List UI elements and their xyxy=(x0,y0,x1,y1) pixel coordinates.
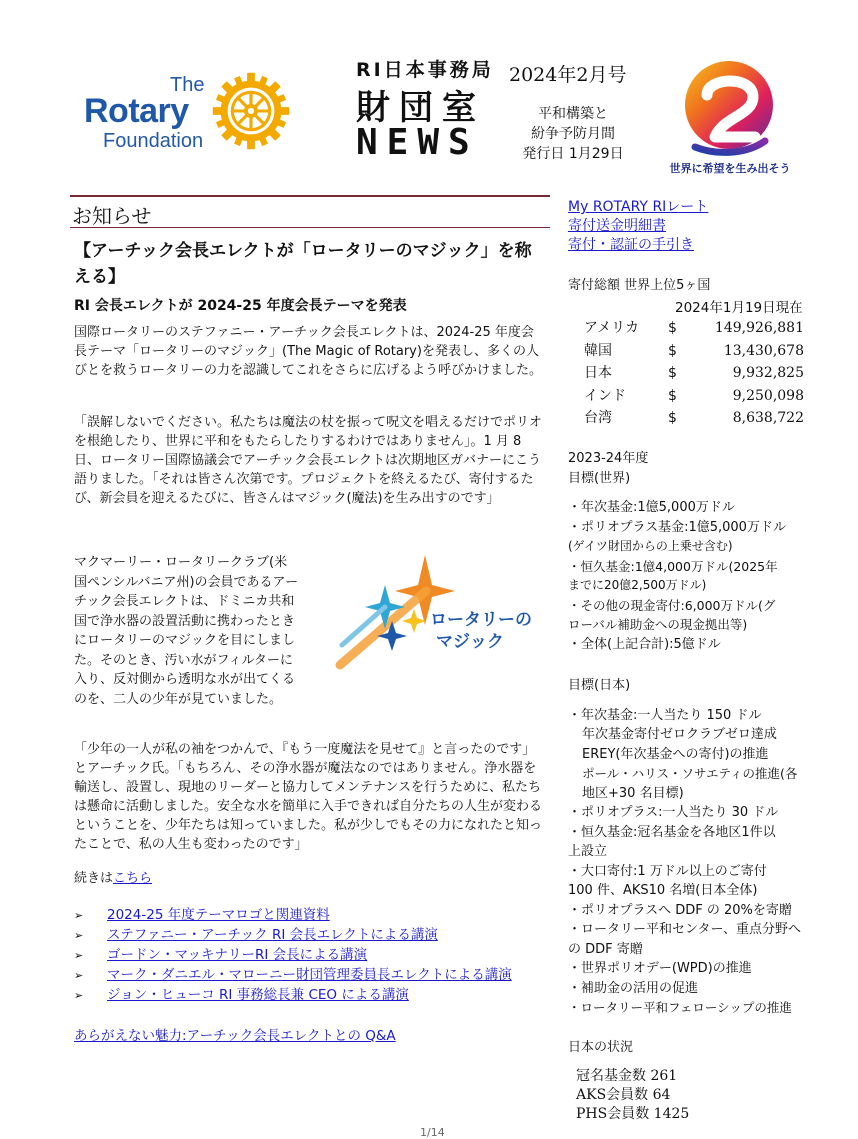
bullet-arrow-icon: ➢ xyxy=(74,949,84,962)
page-number: 1/14 xyxy=(420,1126,445,1139)
donation-date: 2024年1月19日現在 xyxy=(675,300,803,316)
newsletter-dept: 財団室 xyxy=(356,88,485,128)
goal-item: ・年次基金:1億5,000万ドル xyxy=(568,500,735,515)
related-link[interactable]: ジョン・ヒューコ RI 事務総長兼 CEO による講演 xyxy=(107,987,409,1003)
amount-cell: 8,638,722 xyxy=(732,410,804,426)
magic-logo-line2: マジック xyxy=(436,632,504,652)
issue-theme-line: 平和構築と xyxy=(538,106,608,122)
goal-item: EREY(年次基金への寄付)の推進 xyxy=(582,746,769,762)
theme-caption: 世界に希望を生み出そう xyxy=(669,162,791,175)
goal-item: (ゲイツ財団からの上乗せ含む) xyxy=(568,539,733,553)
foundation-logo-rotary: Rotary xyxy=(84,92,189,130)
table-row xyxy=(584,407,804,430)
currency-cell: $ xyxy=(668,365,677,381)
continue-link[interactable]: こちら xyxy=(113,871,153,886)
goal-item: までに20億2,500万ドル) xyxy=(568,578,707,592)
table-row xyxy=(584,317,804,340)
goal-item: ・その他の現金寄付:6,000万ドル(グ xyxy=(568,597,776,613)
newsletter-office: RI日本事務局 xyxy=(356,59,494,81)
bullet-arrow-icon: ➢ xyxy=(74,989,84,1002)
goal-item: ・年次基金:一人当たり 150 ドル xyxy=(568,707,762,723)
list-item xyxy=(74,985,512,1005)
goal-item: ・恒久基金:1億4,000万ドル(2025年 xyxy=(568,558,778,574)
goal-item: ・全体(上記合計):5億ドル xyxy=(568,636,721,652)
status-item: 冠名基金数 261 xyxy=(576,1068,678,1084)
donation-table xyxy=(584,317,804,430)
status-item: PHS会員数 1425 xyxy=(576,1106,690,1122)
donation-guide-link[interactable]: 寄付・認証の手引き xyxy=(568,237,694,253)
donation-title: 寄付総額 世界上位5ヶ国 xyxy=(568,278,711,293)
article-subhead: RI 会長エレクトが 2024-25 年度会長テーマを発表 xyxy=(74,298,407,314)
goals-japan-title: 目標(日本) xyxy=(568,678,631,693)
country-cell: 台湾 xyxy=(584,410,612,426)
japan-status-list xyxy=(576,1067,689,1124)
amount-cell: 9,932,825 xyxy=(732,365,804,381)
continue-line xyxy=(74,867,152,886)
issue-month: 2024年2月号 xyxy=(509,64,627,86)
goal-item: ・世界ポリオデー(WPD)の推進 xyxy=(568,961,752,976)
qa-link[interactable]: あらがえない魅力:アーチック会長エレクトとの Q&A xyxy=(74,1028,396,1044)
goal-item: 地区+30 名目標) xyxy=(582,785,684,801)
currency-cell: $ xyxy=(668,410,677,426)
goal-item: の DDF 寄贈 xyxy=(568,941,643,957)
list-item xyxy=(74,905,512,925)
goal-item: ・大口寄付:1 万ドル以上のご寄付 xyxy=(568,863,767,879)
list-item xyxy=(74,945,512,965)
goal-item: ・ロータリー平和センター、重点分野へ xyxy=(568,922,801,937)
currency-cell: $ xyxy=(668,387,677,404)
goals-world-title: 目標(世界) xyxy=(568,470,631,486)
article-paragraph: 国際ロータリーのステファニー・アーチック会長エレクトは、2024-25 年度会長テーマ「ロータリーのマジック」(The Magic of Rotary)を発表し、多くの人びとを救うロータリーの力を認識してこれをさらに広げるよう呼びかけました。 xyxy=(74,325,543,378)
goal-item: 年次基金寄付ゼロクラブゼロ達成 xyxy=(582,727,777,742)
amount-cell: 9,250,098 xyxy=(732,387,804,404)
country-cell: アメリカ xyxy=(584,320,640,336)
presidential-theme-logo-icon xyxy=(655,55,805,175)
table-row xyxy=(584,362,804,385)
issue-theme-line: 紛争予防月間 xyxy=(531,126,615,142)
goals-world xyxy=(568,449,818,654)
issue-date: 発行日 1月29日 xyxy=(522,146,624,162)
goal-item: ・恒久基金:冠名基金を各地区1件以 xyxy=(568,824,776,840)
goal-item: ポール・ハリス・ソサエティの推進(各 xyxy=(582,766,798,781)
article-paragraph: 「誤解しないでください。私たちは魔法の杖を振って呪文を唱えるだけでポリオを根絶したり、世界に平和をもたらしたりするわけではありません」。1 月 8 日、ロータリー国際協議会でアーチック会長エレクトは次期地区ガバナーにこう語りました。「それは皆さん次第です。プロジェクトを終えるたび、寄付するたび、新会員を迎えるたびに、皆さんはマジック(魔法)を生み出すのです」 xyxy=(74,415,542,506)
bullet-arrow-icon: ➢ xyxy=(74,909,84,922)
currency-cell: $ xyxy=(668,320,677,336)
newsletter-news: NEWS xyxy=(356,122,479,163)
article-headline: 【アーチック会長エレクトが「ロータリーのマジック」を称える】 xyxy=(74,241,532,287)
foundation-logo-the: The xyxy=(170,74,205,96)
country-cell: インド xyxy=(584,387,626,404)
year-label: 2023-24年度 xyxy=(568,451,649,466)
continue-prefix: 続きは xyxy=(74,871,114,886)
section-header xyxy=(70,195,550,228)
ri-rate-link[interactable]: My ROTARY RIレート xyxy=(568,199,709,215)
article-paragraph: マクマーリー・ロータリークラブ(米国ペンシルバニア州)の会員であるアーチック会長エレクトは、ドミニカ共和国で浄水器の設置活動に携わったときにロータリーのマジックを目にしました。そのとき、汚い水がフィルターに入り、反対側から透明な水が出てくるのを、二人の少年が見ていました。 xyxy=(74,555,299,707)
issue-info xyxy=(513,104,633,164)
bullet-arrow-icon: ➢ xyxy=(74,929,84,942)
amount-cell: 13,430,678 xyxy=(723,342,804,359)
goals-japan xyxy=(568,676,818,1018)
rotary-wheel-icon xyxy=(212,72,290,150)
goal-item: ・ポリオプラス基金:1億5,000万ドル xyxy=(568,519,786,535)
article-paragraph: 「少年の一人が私の袖をつかんで、『もう一度魔法を見せて』と言ったのです」とアーチック氏。「もちろん、その浄水器が魔法なのではありません。浄水器を輸送し、設置し、現地のリーダーと協力してメンテナンスを行うために、私たちは懸命に活動しました。安全な水を簡単に入手できれば自分たちの人生が変わるということを、少年たちは知っていました。私が少しでもその力になれたと知ったことで、私の人生も変わったのです」 xyxy=(74,742,543,852)
magic-logo-line1: ロータリーの xyxy=(430,610,532,630)
remittance-form-link[interactable]: 寄付送金明細書 xyxy=(568,218,666,234)
sidebar-links xyxy=(568,198,708,255)
related-link[interactable]: マーク・ダニエル・マローニー財団管理委員長エレクトによる講演 xyxy=(107,967,512,983)
magic-of-rotary-logo xyxy=(330,545,540,675)
bullet-arrow-icon: ➢ xyxy=(74,969,84,982)
related-link[interactable]: 2024-25 年度テーマロゴと関連資料 xyxy=(107,907,330,923)
goal-item: ・補助金の活用の促進 xyxy=(568,980,699,996)
goal-item: 上設立 xyxy=(568,844,608,859)
related-link[interactable]: ステファニー・アーチック RI 会長エレクトによる講演 xyxy=(107,927,438,943)
goal-item: ・ロータリー平和フェローシップの推進 xyxy=(568,1000,792,1015)
goal-item: ・ポリオプラスへ DDF の 20%を寄贈 xyxy=(568,902,792,918)
table-row xyxy=(584,385,804,408)
japan-status-title: 日本の状況 xyxy=(568,1040,634,1055)
currency-cell: $ xyxy=(668,342,677,359)
goal-item: ローバル補助金への現金拠出等) xyxy=(568,617,748,632)
related-links-list xyxy=(74,905,512,1005)
amount-cell: 149,926,881 xyxy=(714,320,804,336)
section-title: お知らせ xyxy=(72,204,152,228)
goal-item: 100 件、AKS10 名増(日本全体) xyxy=(568,883,758,898)
country-cell: 日本 xyxy=(584,365,612,381)
status-item: AKS会員数 64 xyxy=(576,1087,671,1103)
related-link[interactable]: ゴードン・マッキナリーRI 会長による講演 xyxy=(107,947,368,963)
table-row xyxy=(584,340,804,363)
goal-item: ・ポリオプラス:一人当たり 30 ドル xyxy=(568,805,779,820)
list-item xyxy=(74,965,512,985)
list-item xyxy=(74,925,512,945)
foundation-logo-foundation: Foundation xyxy=(103,130,204,152)
country-cell: 韓国 xyxy=(584,342,612,359)
